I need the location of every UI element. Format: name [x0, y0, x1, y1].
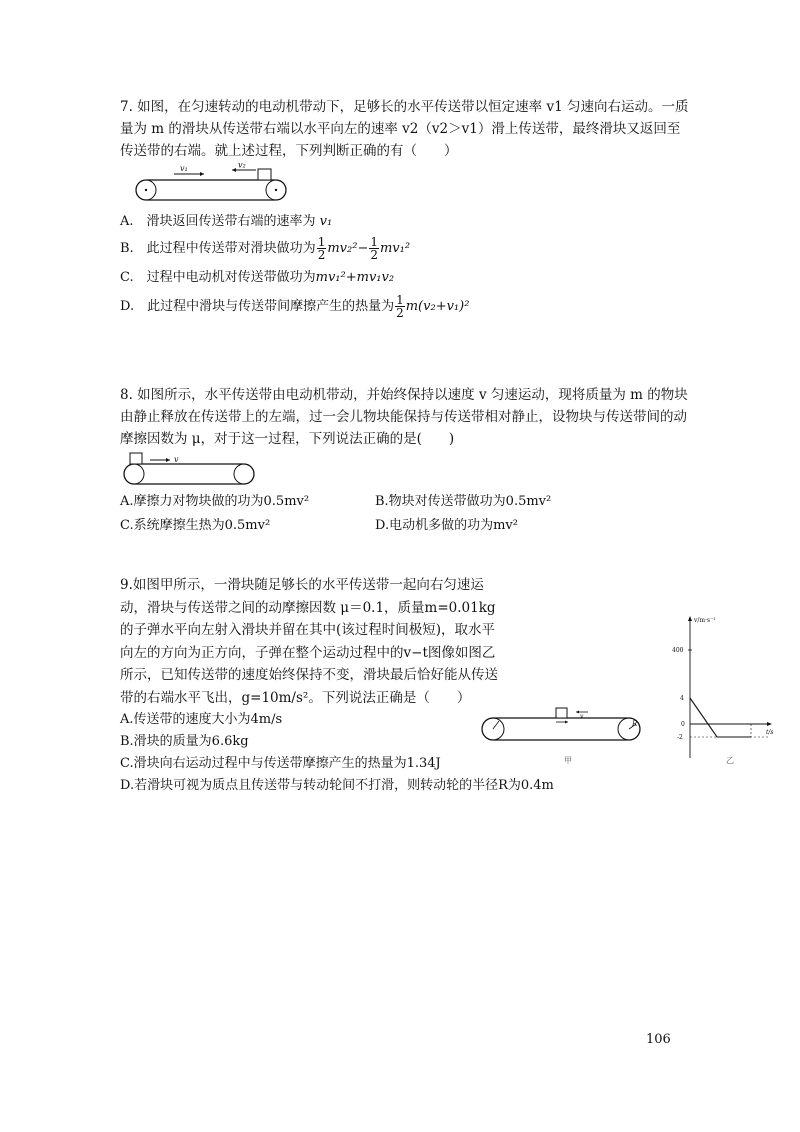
question-8: [120, 384, 690, 538]
q9-fig-jia: 甲: [564, 756, 572, 765]
q7-stem: 7. 如图，在匀速转动的电动机带动下，足够长的水平传送带以恒定速率 v1 匀速向右运动。一质量为 m 的滑块从传送带右端以水平向左的速率 v2（v2＞v1）滑上传送带，最终滑块又返回至传送带的右端。就上述过程，下列判断正确的有（ ）: [120, 99, 689, 159]
q9-option-c: C.滑块向右运动过程中与传送带摩擦产生的热量为1.34J: [120, 756, 441, 771]
q8-fig-v: v: [174, 455, 179, 464]
q9-option-d: D.若滑块可视为质点且传送带与转动轮间不打滑，则转动轮的半径R为0.4m: [120, 778, 554, 793]
q9-fig-arrow-v: v: [580, 713, 584, 720]
q9-conveyor-jia: [482, 708, 640, 765]
q7-option-a: A. 滑块返回传送带右端的速率为 v₁: [120, 214, 333, 229]
q7-option-d: D. 此过程中滑块与传送带间摩擦产生的热量为 $\frac{1}{2}$ m(v₂+v₁)²: [120, 293, 470, 320]
chart-tick-0: 0: [681, 721, 685, 728]
q7-option-b: B. 此过程中传送带对滑块做功为 $\frac{1}{2}$ mv₂²− $\frac{1}{2}$ mv₁²: [120, 235, 411, 262]
q7-fig-v2: v₂: [238, 160, 246, 170]
q7-fig-v1: v₁: [180, 164, 188, 173]
q7-conveyor-figure: [134, 160, 294, 204]
q9-option-b: B.滑块的质量为6.6kg: [120, 734, 249, 749]
page-number: 106: [646, 1032, 671, 1047]
q9-figure: [480, 608, 780, 768]
q9-fig-R: R: [632, 720, 638, 728]
q8-option-b: B.物块对传送带做功为0.5mv²: [375, 494, 552, 509]
chart-xlabel: t/s: [766, 729, 774, 736]
q8-option-a: A.摩擦力对物块做的功为0.5mv²: [120, 494, 310, 509]
q9-option-a: A.传送带的速度大小为4m/s: [120, 712, 283, 727]
q8-stem: 8. 如图所示，水平传送带由电动机带动，并始终保持以速度 v 匀速运动，现将质量为 m 的物块由静止释放在传送带上的左端，过一会儿物块能保持与传送带相对静止，设物块与传送带间的动摩擦因数为 μ，对于这一过程，下列说法正确的是( ): [120, 387, 688, 447]
q9-fig-yi: 乙: [726, 756, 734, 765]
question-7: [120, 96, 690, 322]
chart-ylabel: v/m·s⁻¹: [694, 617, 716, 624]
chart-tick-4: 4: [680, 695, 684, 702]
q8-conveyor-figure: [120, 452, 260, 486]
question-9: [120, 574, 774, 814]
q8-option-c: C.系统摩擦生热为0.5mv²: [120, 518, 271, 533]
q9-vt-chart: [672, 616, 774, 765]
q8-option-d: D.电动机多做的功为mv²: [375, 518, 518, 533]
q9-stem: 9.如图甲所示，一滑块随足够长的水平传送带一起向右匀速运动，滑块与传送带之间的动摩擦因数 μ＝0.1，质量m=0.01kg的子弹水平向左射入滑块并留在其中(该过程时间极短)，取水平向左的方向为正方向，子弹在整个运动过程中的v−t图像如图乙所示，已知传送带的速度始终保持不变，滑块最后恰好能从传送带的右端水平飞出，g=10m/s²。下列说法正确是（ ）: [120, 577, 498, 706]
chart-tick-neg2: -2: [677, 734, 683, 741]
q7-option-c: C. 过程中电动机对传送带做功为mv₁²+mv₁v₂: [120, 270, 395, 285]
chart-tick-400: 400: [672, 647, 684, 654]
chart-series-line: [690, 698, 751, 737]
